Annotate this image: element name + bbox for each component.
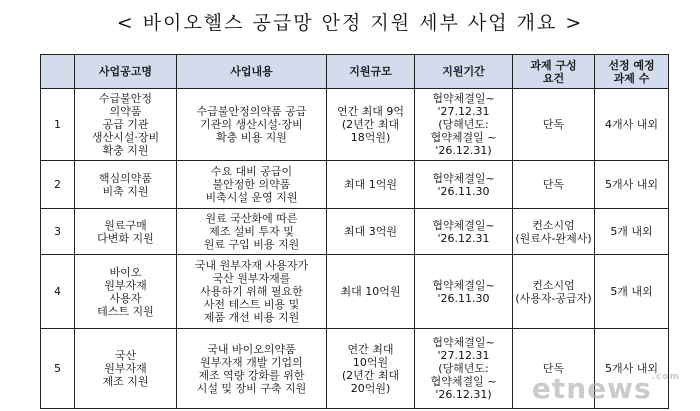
header-cell-content: 사업내용 — [177, 55, 327, 89]
project-content: 국내 바이오의약품 원부자재 개발 기업의 제조 역량 강화를 위한 시설 및 장비 구축 지원 — [177, 329, 327, 409]
project-content: 수급불안정의약품 공급 기관의 생산시설·장비 확충 비용 지원 — [177, 89, 327, 161]
header-cell-no — [41, 55, 75, 89]
header-cell-scale: 지원규모 — [327, 55, 415, 89]
header-cell-requirement: 과제 구성 요건 — [513, 55, 595, 89]
support-scale: 연간 최대 10억원 (2년간 최대 20억원) — [327, 329, 415, 409]
table-row — [41, 209, 669, 255]
header-cell-name: 사업공고명 — [75, 55, 177, 89]
row-number: 5 — [41, 329, 75, 409]
row-number: 3 — [41, 209, 75, 255]
table-header-row — [41, 55, 669, 89]
support-period: 협약체결일~ '27.12.31 (당해년도: 협약체결일 ~ '26.12.31) — [415, 89, 513, 161]
support-period: 협약체결일~ '26.11.30 — [415, 161, 513, 209]
support-period: 협약체결일~ '26.11.30 — [415, 255, 513, 329]
composition-requirement: 단독 — [513, 89, 595, 161]
table-row — [41, 89, 669, 161]
support-period: 협약체결일~ '26.12.31 — [415, 209, 513, 255]
project-name: 핵심의약품 비축 지원 — [75, 161, 177, 209]
row-number: 2 — [41, 161, 75, 209]
composition-requirement: 컨소시엄 (사용자-공급자) — [513, 255, 595, 329]
support-scale: 최대 3억원 — [327, 209, 415, 255]
project-content: 국내 원부자재 사용자가 국산 원부자재를 사용하기 위해 필요한 사전 테스트 비용 및 제품 개선 비용 지원 — [177, 255, 327, 329]
row-number: 1 — [41, 89, 75, 161]
project-name: 바이오 원부자재 사용자 테스트 지원 — [75, 255, 177, 329]
project-name: 원료구매 다변화 지원 — [75, 209, 177, 255]
header-cell-period: 지원기간 — [415, 55, 513, 89]
table-row — [41, 161, 669, 209]
selection-count: 4개사 내외 — [595, 89, 669, 161]
selection-count: 5개 내외 — [595, 255, 669, 329]
selection-count: 5개사 내외 — [595, 161, 669, 209]
watermark-logo: etnews$^{.com}$ — [531, 372, 680, 405]
support-period: 협약체결일~ '27.12.31 (당해년도: 협약체결일 ~ '26.12.31) — [415, 329, 513, 409]
project-name: 국산 원부자재 제조 지원 — [75, 329, 177, 409]
composition-requirement: 단독 — [513, 161, 595, 209]
support-scale: 연간 최대 9억 (2년간 최대 18억원) — [327, 89, 415, 161]
row-number: 4 — [41, 255, 75, 329]
composition-requirement: 컨소시엄 (원료사-완제사) — [513, 209, 595, 255]
page-title: < 바이오헬스 공급망 안정 지원 세부 사업 개요 > — [116, 12, 584, 34]
project-overview-table — [40, 54, 669, 409]
table-row — [41, 255, 669, 329]
project-content: 원료 국산화에 따른 제조 설비 투자 및 원료 구입 비용 지원 — [177, 209, 327, 255]
selection-count: 5개사 내외 — [595, 329, 669, 409]
support-scale: 최대 10억원 — [327, 255, 415, 329]
selection-count: 5개 내외 — [595, 209, 669, 255]
support-scale: 최대 1억원 — [327, 161, 415, 209]
composition-requirement: 단독 — [513, 329, 595, 409]
header-cell-count: 선정 예정 과제 수 — [595, 55, 669, 89]
project-content: 수요 대비 공급이 불안정한 의약품 비축시설 운영 지원 — [177, 161, 327, 209]
project-name: 수급불안정 의약품 공급 기관 생산시설·장비 확충 지원 — [75, 89, 177, 161]
